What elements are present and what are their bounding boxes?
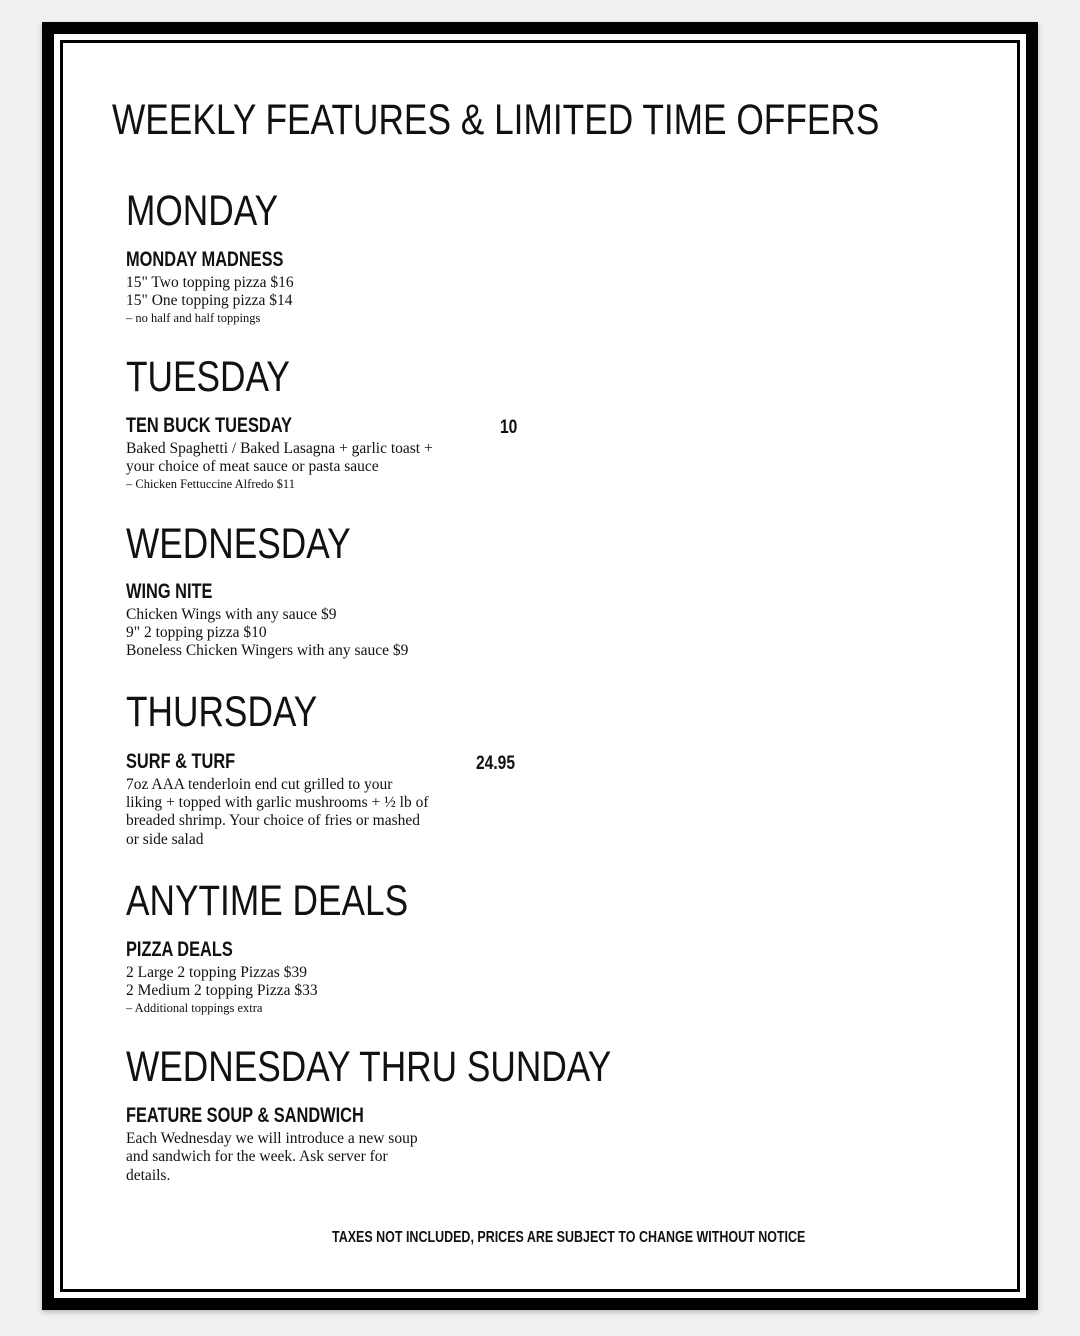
- day-heading-thursday: THURSDAY: [126, 688, 318, 736]
- section-heading-anytime-deals: ANYTIME DEALS: [126, 877, 409, 925]
- item-line: your choice of meat sauce or pasta sauce: [126, 458, 379, 475]
- item-line: Baked Spaghetti / Baked Lasagna + garlic toast +: [126, 440, 433, 457]
- item-name-wing-nite: WING NITE: [126, 580, 213, 603]
- item-price: 10: [500, 417, 518, 438]
- item-name-feature-soup-sandwich: FEATURE SOUP & SANDWICH: [126, 1104, 364, 1127]
- item-line: details.: [126, 1167, 171, 1184]
- page-title: WEEKLY FEATURES & LIMITED TIME OFFERS: [112, 96, 880, 144]
- footer-disclaimer: TAXES NOT INCLUDED, PRICES ARE SUBJECT TO CHANGE WITHOUT NOTICE: [332, 1229, 806, 1246]
- item-price: 24.95: [476, 753, 515, 774]
- item-line: 15" One topping pizza $14: [126, 292, 293, 309]
- item-note: – Chicken Fettuccine Alfredo $11: [126, 477, 295, 491]
- item-line: liking + topped with garlic mushrooms + ½ lb of: [126, 794, 429, 811]
- item-name-monday-madness: MONDAY MADNESS: [126, 248, 284, 271]
- item-line: 2 Large 2 topping Pizzas $39: [126, 964, 307, 981]
- item-line: Chicken Wings with any sauce $9: [126, 606, 337, 623]
- item-line: or side salad: [126, 831, 204, 848]
- item-note: – no half and half toppings: [126, 311, 261, 325]
- day-heading-tuesday: TUESDAY: [126, 353, 290, 401]
- section-heading-wednesday-thru-sunday: WEDNESDAY THRU SUNDAY: [126, 1043, 612, 1091]
- item-note: – Additional toppings extra: [126, 1001, 263, 1015]
- item-line: 9" 2 topping pizza $10: [126, 624, 267, 641]
- item-line: Each Wednesday we will introduce a new soup: [126, 1130, 418, 1147]
- item-line: Boneless Chicken Wingers with any sauce $9: [126, 642, 409, 659]
- day-heading-wednesday: WEDNESDAY: [126, 520, 351, 568]
- item-name-pizza-deals: PIZZA DEALS: [126, 938, 233, 961]
- item-line: breaded shrimp. Your choice of fries or mashed: [126, 812, 420, 829]
- day-heading-monday: MONDAY: [126, 187, 279, 235]
- item-line: 15" Two topping pizza $16: [126, 274, 294, 291]
- item-name-ten-buck-tuesday: TEN BUCK TUESDAY: [126, 414, 292, 437]
- item-line: 2 Medium 2 topping Pizza $33: [126, 982, 318, 999]
- item-name-surf-and-turf: SURF & TURF: [126, 750, 236, 773]
- item-line: and sandwich for the week. Ask server for: [126, 1148, 388, 1165]
- item-line: 7oz AAA tenderloin end cut grilled to your: [126, 776, 393, 793]
